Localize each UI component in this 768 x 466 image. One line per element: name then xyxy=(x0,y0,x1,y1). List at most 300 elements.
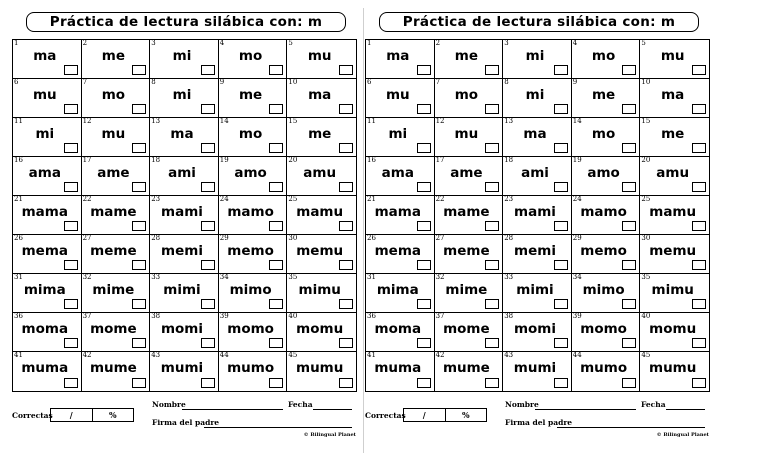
syllable-word: me xyxy=(454,48,478,64)
answer-checkbox[interactable] xyxy=(692,143,706,153)
syllable-cell xyxy=(287,157,356,196)
answer-checkbox[interactable] xyxy=(339,378,353,388)
cell-number: 21 xyxy=(367,195,376,203)
cell-number: 45 xyxy=(641,351,651,359)
answer-checkbox[interactable] xyxy=(269,104,283,114)
syllable-word: mo xyxy=(101,87,126,103)
syllable-cell xyxy=(287,274,356,313)
cell-number: 42 xyxy=(435,351,445,359)
answer-checkbox[interactable] xyxy=(554,260,568,270)
syllable-cell xyxy=(366,196,435,235)
cell-number: 9 xyxy=(572,78,578,86)
cell-number: 18 xyxy=(151,156,161,164)
syllable-cell xyxy=(366,118,435,157)
answer-checkbox[interactable] xyxy=(417,338,431,348)
worksheet-footer xyxy=(12,398,360,448)
syllable-cell xyxy=(640,118,709,157)
syllable-word: amu xyxy=(656,165,690,181)
score-box[interactable] xyxy=(50,408,134,422)
answer-checkbox[interactable] xyxy=(692,299,706,309)
syllable-word: mamo xyxy=(227,204,274,220)
answer-checkbox[interactable] xyxy=(417,378,431,388)
syllable-word: mo xyxy=(238,126,263,142)
syllable-word: memu xyxy=(649,243,697,259)
answer-checkbox[interactable] xyxy=(554,65,568,75)
syllable-word: memi xyxy=(161,243,203,259)
syllable-cell xyxy=(435,118,504,157)
answer-checkbox[interactable] xyxy=(692,104,706,114)
answer-checkbox[interactable] xyxy=(269,299,283,309)
worksheet-title: Práctica de lectura silábica con: m xyxy=(379,12,699,32)
answer-checkbox[interactable] xyxy=(339,65,353,75)
cell-number: 17 xyxy=(435,156,445,164)
answer-checkbox[interactable] xyxy=(692,378,706,388)
answer-checkbox[interactable] xyxy=(554,143,568,153)
syllable-cell xyxy=(82,118,151,157)
syllable-word: mo xyxy=(591,48,616,64)
signature-label: Firma del padre xyxy=(505,418,573,427)
syllable-word: mime xyxy=(445,282,488,298)
syllable-cell xyxy=(503,196,572,235)
syllable-word: mu xyxy=(307,48,332,64)
syllable-cell xyxy=(13,79,82,118)
answer-checkbox[interactable] xyxy=(269,182,283,192)
syllable-word: meme xyxy=(443,243,490,259)
name-field[interactable] xyxy=(505,400,705,409)
cell-number: 43 xyxy=(151,351,161,359)
answer-checkbox[interactable] xyxy=(417,182,431,192)
syllable-cell xyxy=(219,118,288,157)
syllable-cell xyxy=(150,313,219,352)
syllable-cell xyxy=(640,313,709,352)
syllable-cell xyxy=(82,313,151,352)
syllable-cell xyxy=(640,196,709,235)
syllable-word: momo xyxy=(580,321,627,337)
syllable-word: memo xyxy=(580,243,627,259)
answer-checkbox[interactable] xyxy=(64,338,78,348)
answer-checkbox[interactable] xyxy=(485,143,499,153)
answer-checkbox[interactable] xyxy=(201,378,215,388)
cell-number: 15 xyxy=(641,117,651,125)
cell-number: 3 xyxy=(504,39,509,47)
cell-number: 36 xyxy=(367,312,376,320)
syllable-cell xyxy=(82,352,151,391)
cell-number: 25 xyxy=(288,195,298,203)
answer-checkbox[interactable] xyxy=(64,65,78,75)
answer-checkbox[interactable] xyxy=(485,104,499,114)
answer-checkbox[interactable] xyxy=(485,260,499,270)
syllable-word: mi xyxy=(172,48,192,64)
cell-number: 38 xyxy=(151,312,161,320)
cell-number: 35 xyxy=(641,273,651,281)
syllable-word: mi xyxy=(35,126,55,142)
syllable-cell xyxy=(13,40,82,79)
cell-number: 28 xyxy=(504,234,514,242)
syllable-word: momo xyxy=(227,321,274,337)
syllable-cell xyxy=(366,40,435,79)
answer-checkbox[interactable] xyxy=(64,221,78,231)
answer-checkbox[interactable] xyxy=(339,104,353,114)
answer-checkbox[interactable] xyxy=(132,143,146,153)
syllable-cell xyxy=(572,352,641,391)
syllable-cell xyxy=(219,235,288,274)
answer-checkbox[interactable] xyxy=(269,65,283,75)
syllable-cell xyxy=(366,274,435,313)
cell-number: 31 xyxy=(367,273,376,281)
answer-checkbox[interactable] xyxy=(622,338,636,348)
cell-number: 41 xyxy=(14,351,23,359)
answer-checkbox[interactable] xyxy=(339,299,353,309)
answer-checkbox[interactable] xyxy=(269,221,283,231)
date-line xyxy=(313,409,352,410)
syllable-cell xyxy=(219,40,288,79)
syllable-cell xyxy=(503,118,572,157)
answer-checkbox[interactable] xyxy=(64,378,78,388)
cell-number: 25 xyxy=(641,195,651,203)
signature-label: Firma del padre xyxy=(152,418,220,427)
cell-number: 21 xyxy=(14,195,23,203)
syllable-cell xyxy=(82,196,151,235)
answer-checkbox[interactable] xyxy=(417,221,431,231)
syllable-word: mo xyxy=(454,87,479,103)
cell-number: 35 xyxy=(288,273,298,281)
signature-line xyxy=(204,427,352,428)
syllable-cell xyxy=(150,196,219,235)
answer-checkbox[interactable] xyxy=(132,260,146,270)
syllable-word: mi xyxy=(172,87,192,103)
syllable-cell xyxy=(435,313,504,352)
cell-number: 40 xyxy=(288,312,298,320)
answer-checkbox[interactable] xyxy=(269,378,283,388)
cell-number: 34 xyxy=(572,273,582,281)
syllable-cell xyxy=(572,196,641,235)
answer-checkbox[interactable] xyxy=(132,65,146,75)
name-field[interactable] xyxy=(152,400,352,409)
syllable-word: mema xyxy=(21,243,68,259)
syllable-cell xyxy=(572,157,641,196)
answer-checkbox[interactable] xyxy=(64,104,78,114)
syllable-word: meme xyxy=(90,243,137,259)
syllable-word: mimi xyxy=(163,282,201,298)
cell-number: 43 xyxy=(504,351,514,359)
syllable-word: mama xyxy=(374,204,421,220)
cell-number: 3 xyxy=(151,39,156,47)
score-box[interactable] xyxy=(403,408,487,422)
syllable-cell xyxy=(13,235,82,274)
answer-checkbox[interactable] xyxy=(554,299,568,309)
syllable-word: momu xyxy=(649,321,697,337)
answer-checkbox[interactable] xyxy=(554,104,568,114)
syllable-word: moma xyxy=(374,321,422,337)
answer-checkbox[interactable] xyxy=(692,338,706,348)
answer-checkbox[interactable] xyxy=(622,221,636,231)
syllable-cell xyxy=(366,313,435,352)
syllable-word: memo xyxy=(227,243,274,259)
syllable-word: me xyxy=(101,48,125,64)
cell-number: 8 xyxy=(504,78,509,86)
cell-number: 5 xyxy=(641,39,646,47)
syllable-cell xyxy=(287,196,356,235)
answer-checkbox[interactable] xyxy=(622,65,636,75)
answer-checkbox[interactable] xyxy=(339,260,353,270)
syllable-cell xyxy=(640,274,709,313)
cell-number: 19 xyxy=(572,156,582,164)
answer-checkbox[interactable] xyxy=(622,182,636,192)
syllable-cell xyxy=(640,157,709,196)
syllable-cell xyxy=(572,274,641,313)
syllable-word: mama xyxy=(21,204,68,220)
worksheet-right xyxy=(365,12,713,448)
syllable-word: mimu xyxy=(651,282,694,298)
syllable-word: ami xyxy=(168,165,196,181)
cell-number: 5 xyxy=(288,39,293,47)
syllable-word: amu xyxy=(303,165,337,181)
syllable-word: mi xyxy=(388,126,408,142)
answer-checkbox[interactable] xyxy=(269,260,283,270)
answer-checkbox[interactable] xyxy=(417,143,431,153)
syllable-cell xyxy=(503,313,572,352)
score-slash: / xyxy=(404,409,446,421)
syllable-word: amo xyxy=(234,165,267,181)
cell-number: 27 xyxy=(82,234,92,242)
answer-checkbox[interactable] xyxy=(622,260,636,270)
cell-number: 28 xyxy=(151,234,161,242)
syllable-word: mumi xyxy=(513,360,557,376)
cell-number: 29 xyxy=(572,234,582,242)
syllable-word: ma xyxy=(661,87,685,103)
answer-checkbox[interactable] xyxy=(64,143,78,153)
date-line xyxy=(666,409,705,410)
answer-checkbox[interactable] xyxy=(201,338,215,348)
answer-checkbox[interactable] xyxy=(269,338,283,348)
syllable-word: me xyxy=(661,126,685,142)
answer-checkbox[interactable] xyxy=(269,143,283,153)
worksheet-footer xyxy=(365,398,713,448)
cell-number: 27 xyxy=(435,234,445,242)
answer-checkbox[interactable] xyxy=(417,260,431,270)
syllable-word: ma xyxy=(308,87,332,103)
answer-checkbox[interactable] xyxy=(201,182,215,192)
cell-number: 2 xyxy=(82,39,88,47)
cell-number: 6 xyxy=(14,78,19,86)
syllable-word: mami xyxy=(161,204,203,220)
answer-checkbox[interactable] xyxy=(339,338,353,348)
syllable-cell xyxy=(287,40,356,79)
syllable-cell xyxy=(503,157,572,196)
syllable-cell xyxy=(435,235,504,274)
cell-number: 19 xyxy=(219,156,229,164)
syllable-cell xyxy=(82,79,151,118)
score-percent: % xyxy=(461,410,470,420)
syllable-cell xyxy=(13,157,82,196)
syllable-cell xyxy=(82,235,151,274)
answer-checkbox[interactable] xyxy=(622,104,636,114)
syllable-cell xyxy=(572,235,641,274)
answer-checkbox[interactable] xyxy=(485,378,499,388)
cell-number: 7 xyxy=(82,78,88,86)
syllable-cell xyxy=(287,118,356,157)
syllable-word: mame xyxy=(90,204,137,220)
cell-number: 12 xyxy=(82,117,92,125)
syllable-cell xyxy=(435,352,504,391)
syllable-cell xyxy=(150,157,219,196)
worksheet-title: Práctica de lectura silábica con: m xyxy=(26,12,346,32)
answer-checkbox[interactable] xyxy=(692,221,706,231)
syllable-word: mi xyxy=(525,48,545,64)
cell-number: 4 xyxy=(572,39,578,47)
answer-checkbox[interactable] xyxy=(64,299,78,309)
answer-checkbox[interactable] xyxy=(417,65,431,75)
answer-checkbox[interactable] xyxy=(339,143,353,153)
answer-checkbox[interactable] xyxy=(554,182,568,192)
syllable-word: mimo xyxy=(229,282,272,298)
answer-checkbox[interactable] xyxy=(201,65,215,75)
syllable-cell xyxy=(503,352,572,391)
answer-checkbox[interactable] xyxy=(622,299,636,309)
cell-number: 16 xyxy=(367,156,376,164)
worksheet-left xyxy=(12,12,360,448)
syllable-word: mumo xyxy=(580,360,628,376)
cell-number: 38 xyxy=(504,312,514,320)
answer-checkbox[interactable] xyxy=(554,338,568,348)
syllable-cell xyxy=(572,79,641,118)
syllable-word: ma xyxy=(33,48,57,64)
answer-checkbox[interactable] xyxy=(339,182,353,192)
answer-checkbox[interactable] xyxy=(554,221,568,231)
cell-number: 33 xyxy=(151,273,161,281)
cell-number: 23 xyxy=(151,195,161,203)
cell-number: 8 xyxy=(151,78,156,86)
answer-checkbox[interactable] xyxy=(201,143,215,153)
syllable-word: mima xyxy=(23,282,66,298)
syllable-cell xyxy=(572,40,641,79)
syllable-word: mime xyxy=(92,282,135,298)
syllable-cell xyxy=(219,313,288,352)
answer-checkbox[interactable] xyxy=(201,260,215,270)
score-percent: % xyxy=(108,410,117,420)
cell-number: 42 xyxy=(82,351,92,359)
answer-checkbox[interactable] xyxy=(132,221,146,231)
syllable-word: ama xyxy=(381,165,414,181)
cell-number: 13 xyxy=(504,117,514,125)
syllable-word: momu xyxy=(296,321,344,337)
name-line xyxy=(182,409,283,410)
answer-checkbox[interactable] xyxy=(64,182,78,192)
syllable-cell xyxy=(366,79,435,118)
parent-signature-field[interactable] xyxy=(152,418,219,427)
syllable-cell xyxy=(219,157,288,196)
syllable-word: mimi xyxy=(516,282,554,298)
syllable-word: ame xyxy=(97,165,130,181)
cell-number: 39 xyxy=(572,312,582,320)
syllable-word: mima xyxy=(376,282,419,298)
answer-checkbox[interactable] xyxy=(201,221,215,231)
cell-number: 45 xyxy=(288,351,298,359)
cell-number: 10 xyxy=(288,78,298,86)
syllable-cell xyxy=(219,196,288,235)
syllable-word: mumu xyxy=(649,360,697,376)
answer-checkbox[interactable] xyxy=(692,182,706,192)
cell-number: 22 xyxy=(82,195,92,203)
answer-checkbox[interactable] xyxy=(485,182,499,192)
answer-checkbox[interactable] xyxy=(554,378,568,388)
cell-number: 26 xyxy=(367,234,376,242)
cell-number: 2 xyxy=(435,39,441,47)
cell-number: 14 xyxy=(219,117,229,125)
syllable-cell xyxy=(82,274,151,313)
syllable-word: ama xyxy=(28,165,61,181)
syllable-word: ma xyxy=(386,48,410,64)
name-line xyxy=(535,409,636,410)
answer-checkbox[interactable] xyxy=(201,104,215,114)
name-label: Nombre xyxy=(152,400,186,409)
sheet-divider xyxy=(363,8,364,453)
answer-checkbox[interactable] xyxy=(64,260,78,270)
cell-number: 11 xyxy=(14,117,23,125)
answer-checkbox[interactable] xyxy=(201,299,215,309)
cell-number: 36 xyxy=(14,312,23,320)
answer-checkbox[interactable] xyxy=(485,65,499,75)
answer-checkbox[interactable] xyxy=(485,338,499,348)
syllable-word: mume xyxy=(89,360,137,376)
cell-number: 18 xyxy=(504,156,514,164)
syllable-cell xyxy=(82,40,151,79)
syllable-word: ma xyxy=(523,126,547,142)
answer-checkbox[interactable] xyxy=(132,338,146,348)
syllable-cell xyxy=(287,79,356,118)
answer-checkbox[interactable] xyxy=(485,221,499,231)
cell-number: 24 xyxy=(572,195,582,203)
syllable-cell xyxy=(219,352,288,391)
syllable-cell xyxy=(150,274,219,313)
correct-label: Correctas xyxy=(365,411,406,420)
parent-signature-field[interactable] xyxy=(505,418,572,427)
syllable-word: mema xyxy=(374,243,421,259)
syllable-grid xyxy=(12,39,357,392)
syllable-word: ma xyxy=(170,126,194,142)
answer-checkbox[interactable] xyxy=(485,299,499,309)
answer-checkbox[interactable] xyxy=(339,221,353,231)
syllable-word: mu xyxy=(32,87,57,103)
syllable-word: mumu xyxy=(296,360,344,376)
cell-number: 39 xyxy=(219,312,229,320)
answer-checkbox[interactable] xyxy=(417,104,431,114)
answer-checkbox[interactable] xyxy=(417,299,431,309)
cell-number: 22 xyxy=(435,195,445,203)
answer-checkbox[interactable] xyxy=(622,378,636,388)
answer-checkbox[interactable] xyxy=(692,65,706,75)
syllable-word: memu xyxy=(296,243,344,259)
cell-number: 33 xyxy=(504,273,514,281)
syllable-cell xyxy=(503,274,572,313)
syllable-word: mi xyxy=(525,87,545,103)
syllable-word: muma xyxy=(374,360,422,376)
answer-checkbox[interactable] xyxy=(692,260,706,270)
syllable-cell xyxy=(150,352,219,391)
answer-checkbox[interactable] xyxy=(622,143,636,153)
answer-checkbox[interactable] xyxy=(132,104,146,114)
syllable-cell xyxy=(435,274,504,313)
answer-checkbox[interactable] xyxy=(132,182,146,192)
syllable-cell xyxy=(435,157,504,196)
syllable-cell xyxy=(287,313,356,352)
syllable-word: mimo xyxy=(582,282,625,298)
cell-number: 15 xyxy=(288,117,298,125)
syllable-cell xyxy=(435,40,504,79)
answer-checkbox[interactable] xyxy=(132,378,146,388)
answer-checkbox[interactable] xyxy=(132,299,146,309)
syllable-cell xyxy=(287,352,356,391)
